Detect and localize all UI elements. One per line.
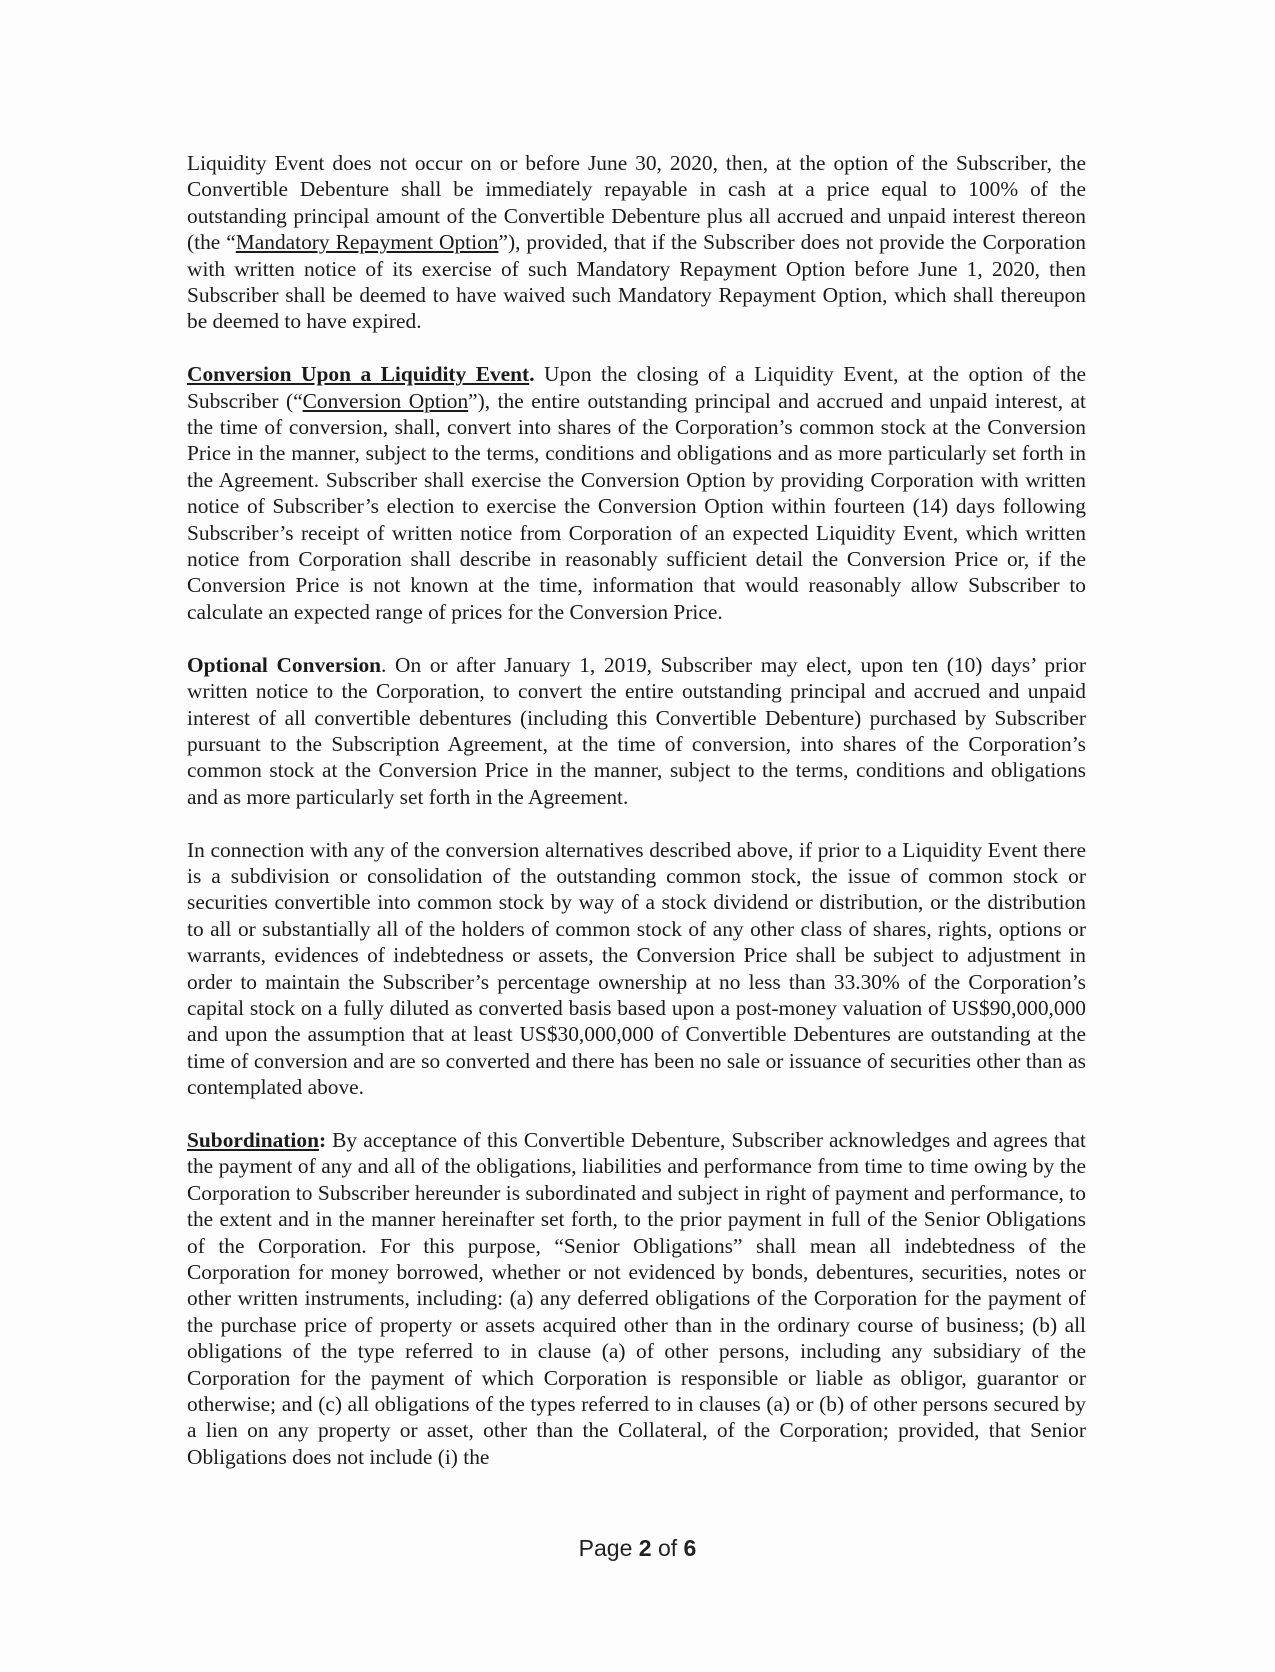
page-footer [0, 1535, 1275, 1562]
paragraph-mandatory-repayment [187, 150, 1086, 335]
paragraph-text: ”), provided, that if the Subscriber does not provide the Corporation with written notice of its exercise of such Mandatory Repayment Option before June 1, 2020, then Subscriber shall be deemed to have waived such Mandatory Repayment Option, which shall thereupon be deemed to have expired. [187, 230, 1086, 334]
section-heading-subordination: Subordination [187, 1127, 319, 1152]
heading-punctuation: : [318, 1127, 327, 1152]
heading-punctuation: . [529, 362, 535, 387]
heading-punctuation: . [381, 652, 387, 677]
paragraph-text: Upon the closing of a Liquidity Event, at the option of the Subscriber (“ [187, 362, 1087, 413]
paragraph-conversion-upon-liquidity-event [187, 361, 1086, 625]
page-label: Page [578, 1535, 633, 1561]
page-number: 2 [638, 1535, 652, 1561]
paragraph-text: ”), the entire outstanding principal and accrued and unpaid interest, at the time of conversion, shall, convert into shares of the Corporation’s common stock at the Conversion Price in the manner, subject to the terms, conditions and obligations and as more particularly set forth in the Agreement. Subscriber shall exercise the Conversion Option by providing Corporation with written notice of Subscriber’s election to exercise the Conversion Option within fourteen (14) days following Subscriber’s receipt of written notice from Corporation of an expected Liquidity Event, which written notice from Corporation shall describe in reasonably sufficient detail the Conversion Price or, if the Conversion Price is not known at the time, information that would reasonably allow Subscriber to calculate an expected range of prices for the Conversion Price. [187, 388, 1086, 624]
defined-term-mandatory-repayment-option: Mandatory Repayment Option [235, 230, 499, 255]
paragraph-subordination [187, 1127, 1086, 1470]
paragraph-text: In connection with any of the conversion alternatives described above, if prior to a Liquidity Event there is a subdivision or consolidation of the outstanding common stock, the issue of common stock or securities convertible into common stock by way of a stock dividend or distribution, or the distribution to all or substantially all of the holders of common stock of any other class of shares, rights, options or warrants, evidences of indebtedness or assets, the Conversion Price shall be subject to adjustment in order to maintain the Subscriber’s percentage ownership at no less than 33.30% of the Corporation’s capital stock on a fully diluted as converted basis based upon a post-money valuation of US$90,000,000 and upon the assumption that at least US$30,000,000 of Convertible Debentures are outstanding at the time of conversion and are so converted and there has been no sale or issuance of securities other than as contemplated above. [187, 837, 1086, 1100]
paragraph-text: By acceptance of this Convertible Debenture, Subscriber acknowledges and agrees that the payment of any and all of the obligations, liabilities and performance from time to time owing by the Corporation to Subscriber hereunder is subordinated and subject in right of payment and performance, to the extent and in the manner hereinafter set forth, to the prior payment in full of the Senior Obligations of the Corporation. For this purpose, “Senior Obligations” shall mean all indebtedness of the Corporation for money borrowed, whether or not evidenced by bonds, debentures, securities, notes or other written instruments, including: (a) any deferred obligations of the Corporation for the payment of the purchase price of property or assets acquired other than in the ordinary course of business; (b) all obligations of the type referred to in clause (a) of other persons, including any subsidiary of the Corporation for the payment of which Corporation is responsible or liable as obligor, guarantor or otherwise; and (c) all obligations of the types referred to in clauses (a) or (b) of other persons secured by a lien on any property or asset, other than the Collateral, of the Corporation; provided, that Senior Obligations does not include (i) the [187, 1127, 1086, 1469]
paragraph-conversion-adjustment [187, 837, 1086, 1101]
section-heading-optional-conversion: Optional Conversion [187, 652, 382, 677]
document-body [187, 150, 1086, 1497]
page-of-label: of [657, 1535, 678, 1561]
section-heading-conversion-upon-liquidity-event: Conversion Upon a Liquidity Event [187, 362, 530, 387]
paragraph-optional-conversion [187, 652, 1086, 810]
defined-term-conversion-option: Conversion Option [302, 388, 469, 413]
paragraph-text: On or after January 1, 2019, Subscriber may elect, upon ten (10) days’ prior written notice to the Corporation, to convert the entire outstanding principal and accrued and unpaid interest of all convertible debentures (including this Convertible Debenture) purchased by Subscriber pursuant to the Subscription Agreement, at the time of conversion, into shares of the Corporation’s common stock at the Conversion Price in the manner, subject to the terms, conditions and obligations and as more particularly set forth in the Agreement. [187, 652, 1086, 809]
page-total: 6 [683, 1535, 697, 1561]
paragraph-text: Liquidity Event does not occur on or before June 30, 2020, then, at the option of the Subscriber, the Convertible Debenture shall be immediately repayable in cash at a price equal to 100% of the outstanding principal amount of the Convertible Debenture plus all accrued and unpaid interest thereon (the “ [187, 151, 1086, 255]
